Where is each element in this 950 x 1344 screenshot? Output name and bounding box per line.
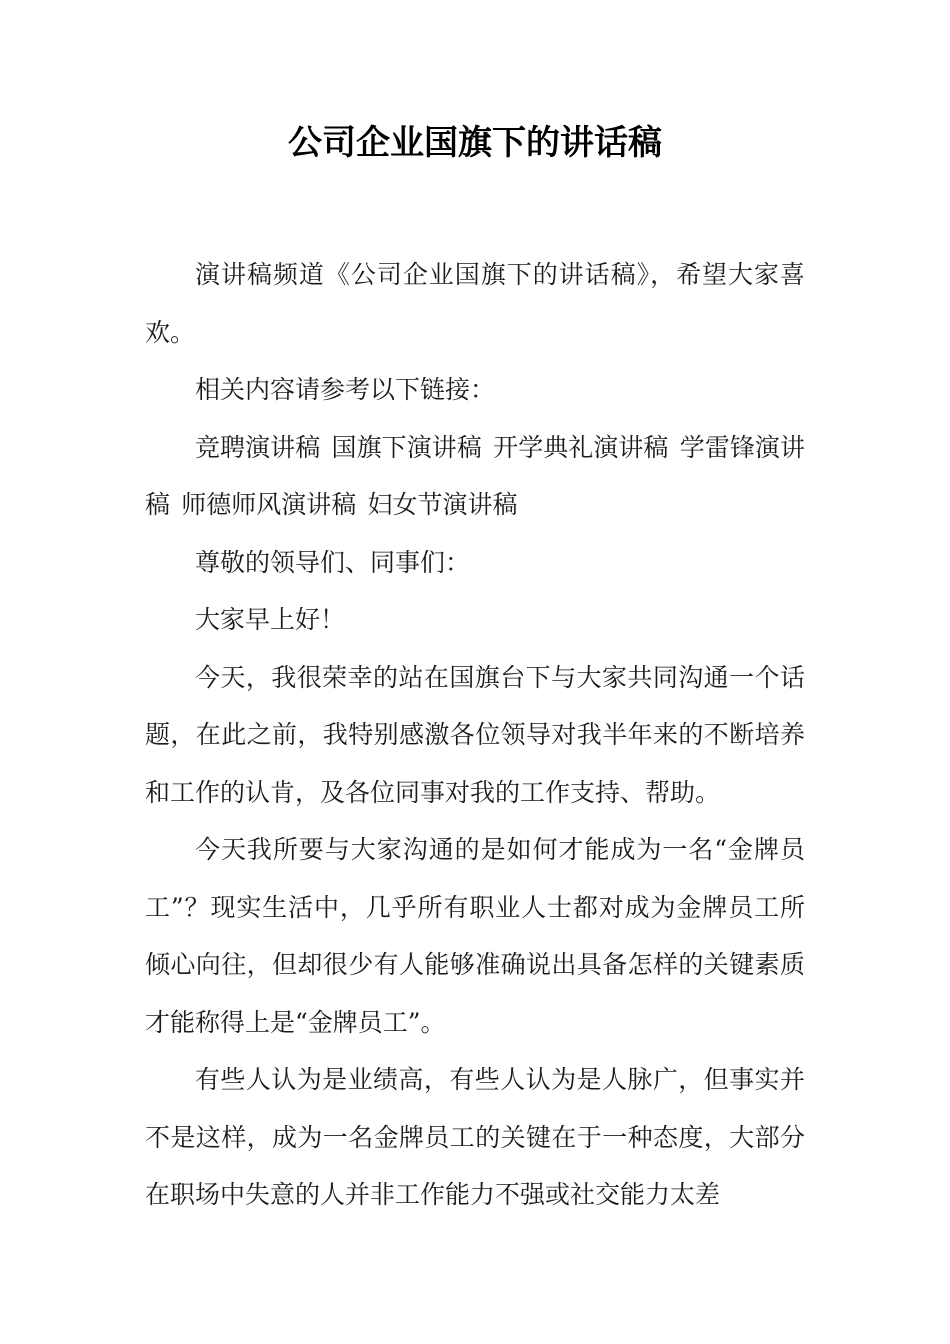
- document-title: 公司企业国旗下的讲话稿: [288, 123, 662, 163]
- related-link[interactable]: 学雷锋演讲稿: [145, 432, 805, 519]
- related-link[interactable]: 开学典礼演讲稿: [493, 432, 669, 462]
- body-paragraph: 今天，我很荣幸的站在国旗台下与大家共同沟通一个话题，在此之前，我特别感激各位领导对我半年来的不断培养和工作的认肯，及各位同事对我的工作支持、帮助。: [145, 662, 805, 807]
- body-paragraph: 今天我所要与大家沟通的是如何才能成为一名“金牌员工”？现实生活中，几乎所有职业人士都对成为金牌员工所倾心向往，但却很少有人能够准确说出具备怎样的关键素质才能称得上是“金牌员工”。: [145, 835, 805, 1037]
- document-body: [145, 246, 805, 1224]
- related-link[interactable]: 竞聘演讲稿: [195, 432, 321, 462]
- related-link[interactable]: 师德师风演讲稿: [181, 490, 357, 519]
- related-link[interactable]: 妇女节演讲稿: [367, 490, 518, 519]
- related-label: 相关内容请参考以下链接：: [195, 375, 496, 404]
- greeting: 大家早上好！: [195, 605, 346, 634]
- salutation: 尊敬的领导们、同事们：: [195, 547, 471, 577]
- intro-paragraph: 演讲稿频道《公司企业国旗下的讲话稿》，希望大家喜欢。: [145, 260, 805, 347]
- related-links-paragraph: [145, 419, 805, 534]
- related-link[interactable]: 国旗下演讲稿: [331, 432, 482, 462]
- body-paragraph: 有些人认为是业绩高，有些人认为是人脉广，但事实并不是这样，成为一名金牌员工的关键在于一种态度，大部分在职场中失意的人并非工作能力不强或社交能力太差: [145, 1065, 805, 1209]
